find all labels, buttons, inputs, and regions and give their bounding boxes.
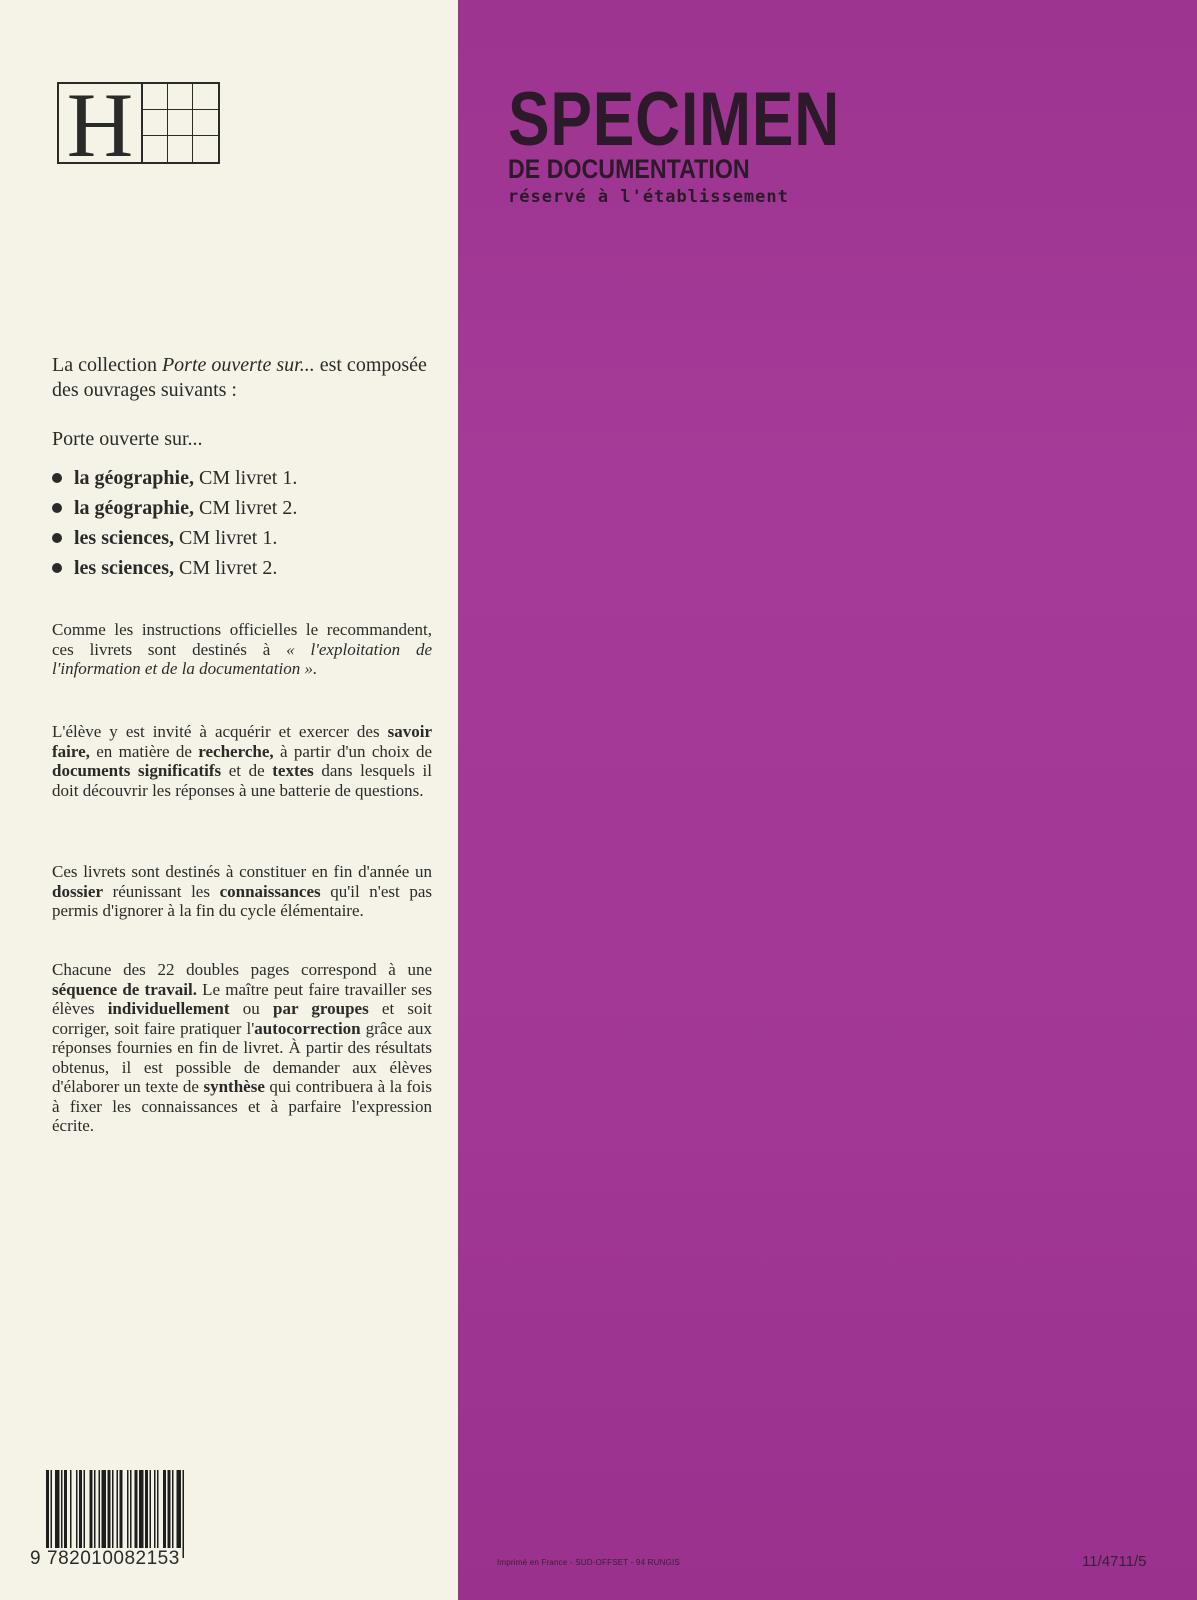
paragraph-sequences <box>52 960 432 1136</box>
paragraph-text: réunissant les <box>103 881 220 901</box>
book-subject: la géographie, <box>74 497 194 519</box>
catalog-code: 11/4711/5 <box>1082 1553 1147 1570</box>
barcode-bar <box>64 1470 67 1548</box>
paragraph-bold: synthèse <box>203 1077 265 1096</box>
paragraph-quote: « l'exploitation de l'information et de la documentation ». <box>52 639 432 678</box>
paragraph-bold: dossier <box>52 881 103 901</box>
paragraph-text: Ces livrets sont destinés à constituer en fin d'année un <box>52 862 432 881</box>
barcode-bar <box>135 1470 138 1548</box>
book-level: CM livret 2. <box>199 497 298 519</box>
paragraph-text: L'élève y est invité à acquérir et exercer des <box>52 722 388 741</box>
list-item <box>52 523 297 553</box>
paragraph-bold: individuellement <box>107 999 230 1018</box>
barcode-bar <box>76 1470 78 1548</box>
paragraph-bold: autocorrection <box>254 1018 361 1038</box>
paragraph-text: qui contribuera à la fois à fixer les connaissances et à parfaire l'expression écrite. <box>52 1077 432 1135</box>
barcode-bar <box>46 1470 49 1558</box>
paragraph-student <box>52 722 432 800</box>
paragraph-text: et de <box>221 761 273 780</box>
barcode-bar <box>117 1470 119 1558</box>
printer-imprint: Imprimé en France - SUD-OFFSET - 94 RUNGIS <box>497 1558 680 1567</box>
back-cover-text-panel <box>0 0 458 1600</box>
purple-cover-panel <box>458 0 1197 1600</box>
barcode-bar <box>150 1470 152 1548</box>
book-subject: les sciences, <box>74 557 174 579</box>
list-item <box>52 463 297 493</box>
barcode-bar <box>120 1470 123 1548</box>
book-level: CM livret 2. <box>178 557 278 579</box>
barcode-bar <box>139 1470 144 1548</box>
paragraph-text: dans lesquels il doit découvrir les réponses à une batterie de questions. <box>52 761 432 800</box>
barcode-bar <box>99 1470 101 1548</box>
barcode-bar <box>183 1470 185 1558</box>
book-level: CM livret 1. <box>178 527 278 549</box>
specimen-stamp <box>508 77 913 210</box>
barcode-bar <box>90 1470 93 1548</box>
stamp-subtitle: DE DOCUMENTATION <box>508 154 750 184</box>
publisher-logo <box>57 82 220 164</box>
paragraph-text: Le maître peut faire travailler ses élèves <box>52 979 432 1018</box>
barcode-bar <box>154 1470 156 1548</box>
logo-grid <box>143 84 218 162</box>
paragraph-text: en matière de <box>89 741 199 761</box>
book-level: CM livret 1. <box>199 467 298 489</box>
paragraph-text: Comme les instructions officielles le recommandent, ces livrets sont destinés à <box>52 620 432 659</box>
paragraph-text: grâce aux réponses fournies en fin de livret. À partir des résultats obtenus, il est possible de demander aux élèves d'élaborer un texte de <box>52 1018 433 1096</box>
paragraph-instructions <box>52 620 432 679</box>
bullet-icon <box>52 563 62 573</box>
barcode-bar <box>127 1470 129 1548</box>
barcode-bar <box>61 1470 63 1548</box>
barcode-bar <box>172 1470 174 1548</box>
barcode-bar <box>163 1470 166 1548</box>
bullet-icon <box>52 473 62 483</box>
barcode-bar <box>94 1470 96 1548</box>
barcode-bars <box>46 1470 226 1558</box>
paragraph-dossier <box>52 862 432 921</box>
list-item <box>52 553 297 583</box>
paragraph-text: Chacune des 22 doubles pages correspond à une <box>52 960 432 979</box>
paragraph-bold: connaissances <box>219 881 321 901</box>
barcode-digits: 782010082153 <box>47 1548 180 1569</box>
barcode-bar <box>70 1470 72 1548</box>
intro-prefix: La collection <box>52 354 162 376</box>
barcode-bar <box>130 1470 132 1548</box>
bullet-icon <box>52 533 62 543</box>
paragraph-bold: textes <box>272 761 314 780</box>
paragraph-text: à partir d'un choix de <box>273 741 432 761</box>
book-subject: la géographie, <box>74 467 194 489</box>
bullet-icon <box>52 503 62 513</box>
barcode-bar <box>51 1470 53 1558</box>
collection-intro <box>52 353 437 403</box>
barcode <box>30 1470 226 1574</box>
barcode-bar <box>157 1470 159 1548</box>
barcode-first-digit: 9 <box>30 1548 42 1569</box>
barcode-bar <box>168 1470 171 1548</box>
barcode-bar <box>108 1470 111 1548</box>
paragraph-bold: séquence de travail. <box>52 979 197 999</box>
book-subject: les sciences, <box>74 527 174 549</box>
barcode-bar <box>84 1470 86 1548</box>
barcode-bar <box>145 1470 148 1548</box>
paragraph-bold: documents significatifs <box>52 761 222 780</box>
paragraph-bold: recherche, <box>198 741 274 761</box>
list-item <box>52 493 297 523</box>
barcode-bar <box>102 1470 107 1548</box>
barcode-bar <box>177 1470 182 1548</box>
paragraph-text: ou <box>229 999 273 1018</box>
barcode-bar <box>112 1470 114 1548</box>
intro-suffix: est composée des ouvrages suivants : <box>52 354 427 401</box>
list-heading: Porte ouverte sur... <box>52 428 203 450</box>
barcode-bar <box>55 1470 60 1548</box>
paragraph-text: et soit corriger, soit faire pratiquer l' <box>52 999 432 1038</box>
stamp-title: SPECIMEN <box>508 77 841 162</box>
stamp-note: réservé à l'établissement <box>508 187 789 207</box>
book-list <box>52 463 297 583</box>
paragraph-bold: savoir faire, <box>52 722 432 761</box>
collection-title: Porte ouverte sur... <box>161 354 315 376</box>
barcode-bar <box>79 1470 82 1548</box>
paragraph-bold: par groupes <box>273 999 369 1018</box>
logo-letter: H <box>59 84 143 162</box>
paragraph-text: qu'il n'est pas permis d'ignorer à la fin du cycle élémentaire. <box>52 881 432 920</box>
